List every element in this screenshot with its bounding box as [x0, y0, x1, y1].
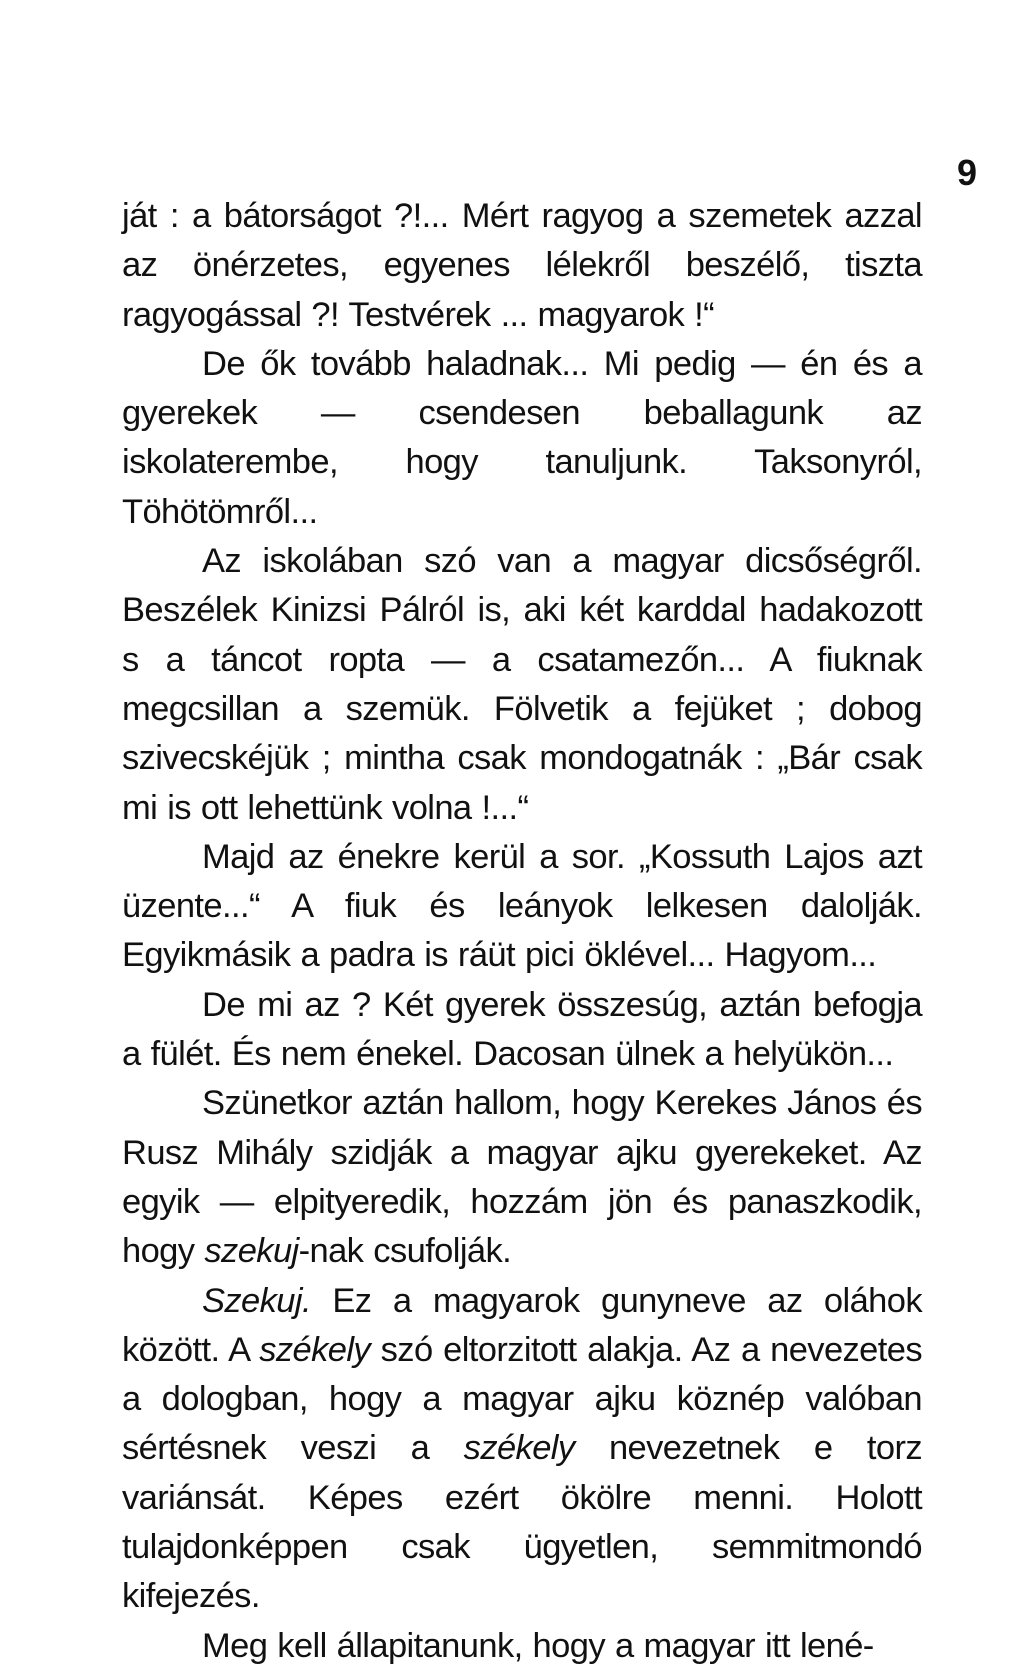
italic-term: szekuj [204, 1232, 299, 1271]
text-segment: Majd az énekre kerül a sor. „Kossuth Lajos azt üzente...“ A fiuk és leányok lelkesen dalolják. Egyikmásik a padra is ráüt pici öklével... Hagyom... [122, 837, 922, 975]
text-segment: szó eltorzitott alakja. Az a nevezetes a dologban, hogy a magyar ajku köznép valóban sértésnek veszi a [122, 1330, 922, 1468]
page-number: 9 [957, 152, 978, 193]
body-text [122, 192, 922, 1671]
text-segment: Szünetkor aztán hallom, hogy Kerekes János és Rusz Mihály szidják a magyar ajku gyerekeket. Az egyik — elpityeredik, hozzám jön és panaszkodik, hogy [122, 1084, 922, 1271]
text-segment: -nak csufolják. [298, 1232, 512, 1271]
text-segment: ját : a bátorságot ?!... Mért ragyog a szemetek azzal az önérzetes, egyenes lélekről beszélő, tiszta ragyogással ?! Testvérek ... magyarok !“ [122, 197, 922, 334]
paragraph [122, 1079, 922, 1276]
paragraph [122, 537, 922, 833]
text-segment: Meg kell állapitanunk, hogy a magyar itt lené- [202, 1626, 874, 1665]
italic-term: Szekuj. [202, 1281, 311, 1320]
italic-term: székely [463, 1429, 575, 1468]
text-segment: De mi az ? Két gyerek összesúg, aztán befogja a fülét. És nem énekel. Dacosan ülnek a helyükön... [122, 985, 922, 1074]
text-segment: De ők tovább haladnak... Mi pedig — én és a gyerekek — csendesen beballagunk az iskolaterembe, hogy tanuljunk. Taksonyról, Töhötömről... [122, 344, 922, 531]
italic-term: székely [259, 1330, 371, 1369]
text-segment: Az iskolában szó van a magyar dicsőségről. Beszélek Kinizsi Pálról is, aki két karddal hadakozott s a táncot ropta — a csatamezőn... A fiuknak megcsillan a szemük. Fölvetik a fejüket ; dobog szivecskéjük ; mintha csak mondogatnák : „Bár csak mi is ott lehettünk volna !...“ [122, 542, 922, 827]
text-segment: Ez a magyarok gunyneve az oláhok között. A [122, 1281, 922, 1369]
text-segment: nevezetnek e torz variánsát. Képes ezért ökölre menni. Holott tulajdonképpen csak ügyetlen, semmitmondó kifejezés. [122, 1429, 922, 1616]
paragraph [122, 340, 922, 537]
paragraph [122, 981, 922, 1080]
paragraph [122, 192, 922, 340]
paragraph [122, 1622, 922, 1671]
paragraph [122, 1277, 922, 1622]
paragraph [122, 833, 922, 981]
